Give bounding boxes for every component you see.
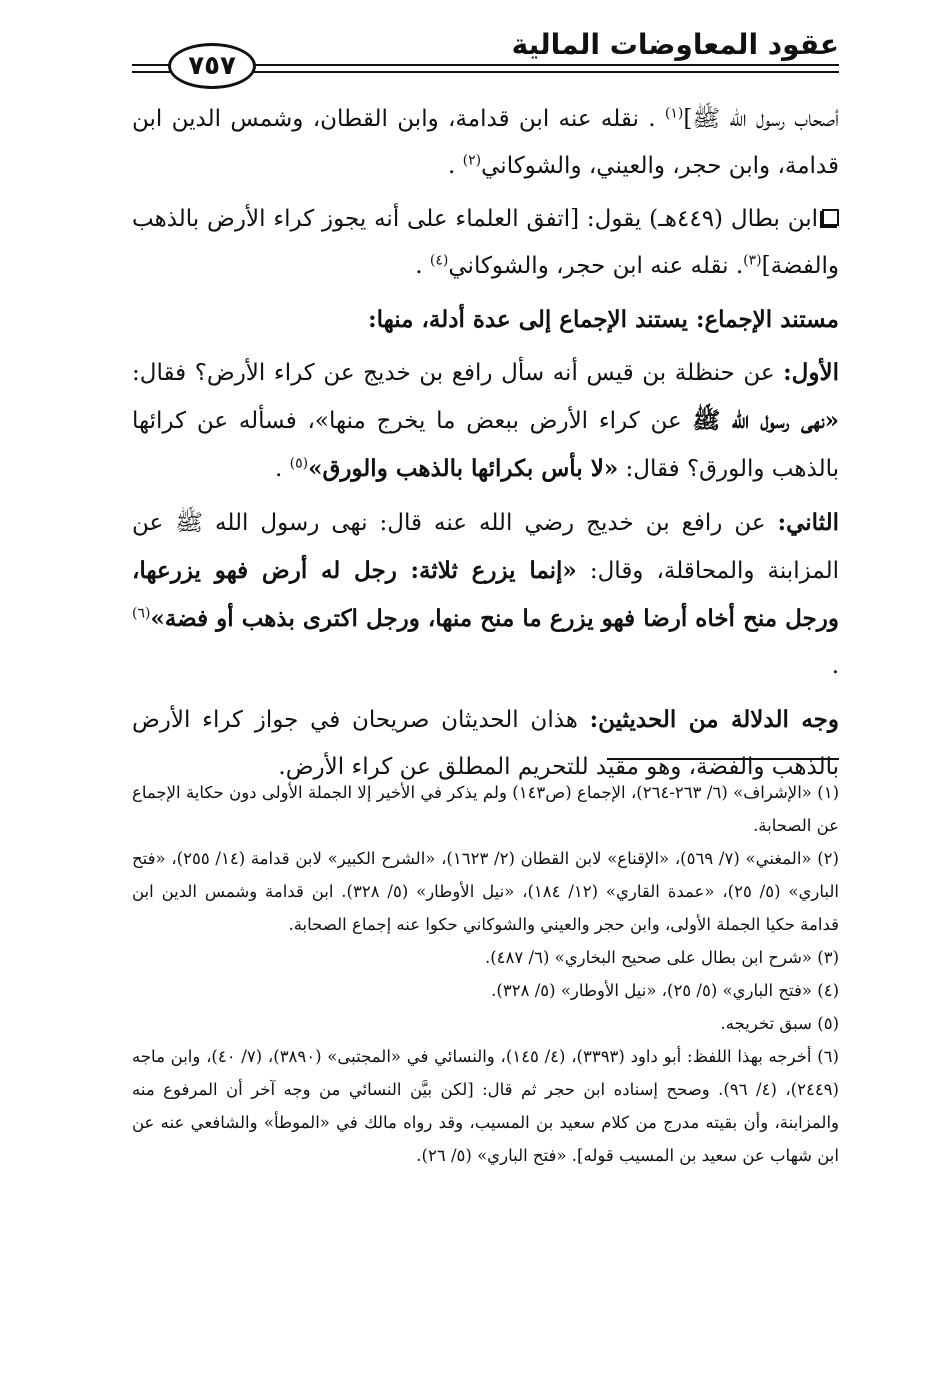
page-number: ٧٥٧ bbox=[168, 43, 256, 89]
footnote-1: (١) «الإشراف» (٦/ ٢٦٣-٢٦٤)، الإجماع (ص١٤٣) ولم يذكر في الأخير إلا الجملة الأولى دون حكاية الإجماع عن الصحابة. bbox=[132, 783, 839, 835]
footnote-ref-5: (٥) bbox=[289, 455, 309, 472]
paragraph-3-heading bbox=[132, 296, 839, 343]
footnote-5: (٥) سبق تخريجه. bbox=[720, 1014, 839, 1033]
bold-run: «نهى رسول الله ﷺ bbox=[692, 407, 839, 434]
bold-run: «إنما يزرع ثلاثة: رجل له أرض فهو يزرعها، ورجل منح أخاه أرضا فهو يزرع ما منح منها، ورجل اكترى بذهب أو فضة» bbox=[132, 557, 839, 632]
paragraph-4 bbox=[132, 349, 839, 493]
footnote-ref-6: (٦) bbox=[132, 605, 151, 622]
text-run: عن رافع بن خديج رضي الله عنه قال: نهى رسول الله ﷺ عن المزابنة والمحاقلة، وقال: bbox=[132, 510, 839, 584]
paragraph-1 bbox=[132, 96, 839, 190]
text-run: . نقله عنه ابن قدامة، وابن القطان، وشمس الدين ابن قدامة، وابن حجر، والعيني، والشوكاني bbox=[132, 106, 839, 179]
footnote-3: (٣) «شرح ابن بطال على صحيح البخاري» (٦/ ٤٨٧). bbox=[484, 948, 839, 967]
paragraph-5 bbox=[132, 499, 839, 690]
footnote-ref-1: (١) bbox=[664, 105, 684, 122]
text-run: أصحاب رسول الله ﷺ] bbox=[683, 106, 839, 132]
bold-run: وجه الدلالة من الحديثين: bbox=[589, 706, 839, 733]
text-run: ابن بطال (٤٤٩هـ) يقول: [اتفق العلماء على أنه يجوز كراء الأرض بالذهب والفضة] bbox=[132, 206, 839, 279]
bold-run: «لا بأس بكرائها بالذهب والورق» bbox=[308, 455, 619, 482]
footnote-separator bbox=[607, 758, 839, 760]
footnotes bbox=[132, 776, 839, 1172]
text-run: . bbox=[275, 456, 290, 482]
text-run: مستند الإجماع: يستند الإجماع إلى عدة أدلة، منها: bbox=[368, 306, 839, 333]
text-run: عن كراء الأرض ببعض ما يخرج منها»، فسأله عن كرائها بالذهب والورق؟ فقال: bbox=[132, 408, 839, 482]
bold-run: الثاني: bbox=[777, 509, 839, 536]
footnote-6: (٦) أخرجه بهذا اللفظ: أبو داود (٣٣٩٣)، (٤/ ١٤٥)، والنسائي في «المجتبى» (٣٨٩٠)، (٧/ ٤٠)، وابن ماجه (٢٤٤٩)، (٤/ ٩٦). وصحح إسناده ابن حجر ثم قال: [لكن بيَّن النسائي من وجه آخر أن المرفوع منه والمزابنة، وأن بقيته مدرج من كلام سعيد بن المسيب، وقد رواه مالك في «الموطأ» والشافعي عنه عن ابن شهاب عن سعيد بن المسيب قوله]. «فتح الباري» (٥/ ٢٦). bbox=[132, 1047, 839, 1165]
footnote-ref-3: (٣) bbox=[743, 252, 762, 269]
text-run: عن حنظلة بن قيس أنه سأل رافع بن خديج عن كراء الأرض؟ فقال: bbox=[132, 360, 784, 386]
footnote-2: (٢) «المغني» (٧/ ٥٦٩)، «الإقناع» لابن القطان (٢/ ١٦٢٣)، «الشرح الكبير» لابن قدامة (١٤/ ٢٥٥)، «فتح الباري» (٥/ ٢٥)، «عمدة القاري» (١٢/ ١٨٤)، «نيل الأوطار» (٥/ ٣٢٨). ابن قدامة وشمس الدين ابن قدامة حكيا الجملة الأولى، وابن حجر والعيني والشوكاني حكوا عنه إجماع الصحابة. bbox=[132, 849, 839, 934]
text-run: . bbox=[831, 653, 839, 679]
running-title: عقود المعاوضات المالية bbox=[511, 28, 839, 61]
text-run: هذان الحديثان صريحان في جواز كراء الأرض بالذهب والفضة، وهو مقيد للتحريم المطلق عن كراء الأرض. bbox=[132, 707, 839, 780]
text-run: . bbox=[415, 253, 430, 279]
footnote-ref-4: (٤) bbox=[429, 252, 449, 269]
footnote-4: (٤) «فتح الباري» (٥/ ٢٥)، «نيل الأوطار» (٥/ ٣٢٨). bbox=[491, 981, 839, 1000]
text-run: . نقله عنه ابن حجر، والشوكاني bbox=[448, 253, 744, 279]
main-text bbox=[132, 96, 839, 797]
text-run: . bbox=[448, 153, 463, 179]
paragraph-2 bbox=[132, 196, 839, 290]
square-bullet-icon bbox=[822, 209, 839, 226]
footnote-ref-2: (٢) bbox=[462, 152, 482, 169]
bold-run: الأول: bbox=[783, 359, 839, 386]
